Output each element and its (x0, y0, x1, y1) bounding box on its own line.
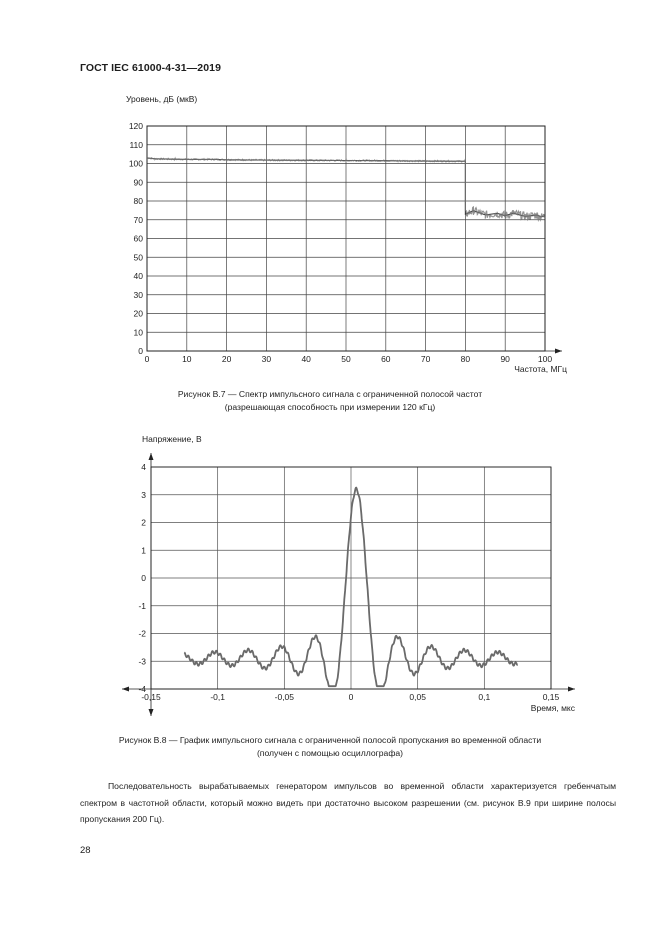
x-tick-label: -0,05 (274, 692, 295, 702)
y-axis-label: Уровень, дБ (мкВ) (126, 94, 198, 104)
y-tick-label: -2 (138, 628, 146, 639)
x-axis-arrow-head (555, 349, 562, 354)
body-paragraph (80, 778, 616, 828)
y-tick-label: 60 (133, 233, 143, 244)
x-tick-label: 0 (144, 354, 150, 364)
document-header: ГОСТ IEC 61000-4-31—2019 (80, 62, 222, 74)
x-tick-label: 60 (381, 354, 391, 364)
x-tick-label: 100 (537, 354, 553, 364)
y-tick-label: 100 (128, 158, 143, 169)
y-tick-label: -4 (138, 684, 146, 694)
x-tick-label: 50 (341, 354, 351, 364)
y-tick-label: 90 (133, 177, 143, 188)
x-tick-label: 20 (221, 354, 232, 364)
y-tick-label: 10 (133, 327, 143, 338)
y-tick-label: 1 (141, 545, 146, 556)
x-tick-label: 80 (460, 354, 471, 364)
figure-b8-caption (60, 734, 600, 759)
x-tick-label: 10 (182, 354, 192, 364)
figure-b8-caption-line2: (получен с помощью осциллографа) (256, 747, 404, 758)
y-tick-label: 50 (133, 252, 143, 263)
paragraph-text: Последовательность вырабатываемых генератором импульсов во временной области характеризуется гребенчатым спектром в частотной области, который можно видеть при достаточно высоком разрешении (см. рисунок В.9 при ширине полосы пропускания 200 Гц). (80, 781, 616, 824)
x-tick-label: 0 (348, 692, 354, 702)
x-tick-label: 30 (261, 354, 272, 364)
x-tick-label: 40 (301, 354, 311, 364)
y-tick-label: -1 (138, 600, 146, 611)
x-tick-label: 0,05 (409, 692, 426, 702)
figure-b7-caption-line1: Рисунок В.7 — Спектр импульсного сигнала с ограниченной полосой частот (177, 389, 483, 399)
figure-b8-caption-line1: Рисунок В.8 — График импульсного сигнала с ограниченной полосой пропускания во временной области (118, 735, 542, 745)
y-tick-label: 2 (141, 517, 146, 528)
x-tick-label: 0,15 (542, 692, 560, 702)
y-axis-label: Напряжение, В (142, 434, 202, 444)
x-tick-label: 90 (500, 354, 510, 364)
y-tick-label: 20 (133, 308, 143, 319)
y-tick-label: 80 (133, 196, 143, 206)
y-tick-label: 110 (129, 139, 143, 150)
figure-b7-caption-line2: (разрешающая способность при измерении 120 кГц) (224, 401, 436, 412)
y-tick-label: 30 (133, 289, 143, 300)
x-tick-label: -0,15 (141, 692, 161, 702)
y-tick-label: 3 (141, 489, 146, 500)
x-tick-label: -0,1 (210, 692, 225, 702)
y-tick-label: 4 (141, 462, 146, 472)
x-tick-label: 70 (420, 354, 431, 364)
x-tick-label: 0,1 (478, 692, 491, 702)
x-axis-label: Время, мкс (530, 703, 575, 713)
figure-b7-caption (60, 388, 600, 413)
y-tick-label: 0 (141, 573, 146, 583)
y-tick-label: 70 (133, 214, 143, 225)
y-tick-label: -3 (138, 656, 146, 667)
page-number: 28 (80, 845, 91, 856)
y-tick-label: 120 (128, 121, 143, 131)
y-tick-label: 40 (133, 271, 143, 281)
y-tick-label: 0 (138, 346, 143, 356)
x-axis-label: Частота, МГц (514, 364, 567, 374)
